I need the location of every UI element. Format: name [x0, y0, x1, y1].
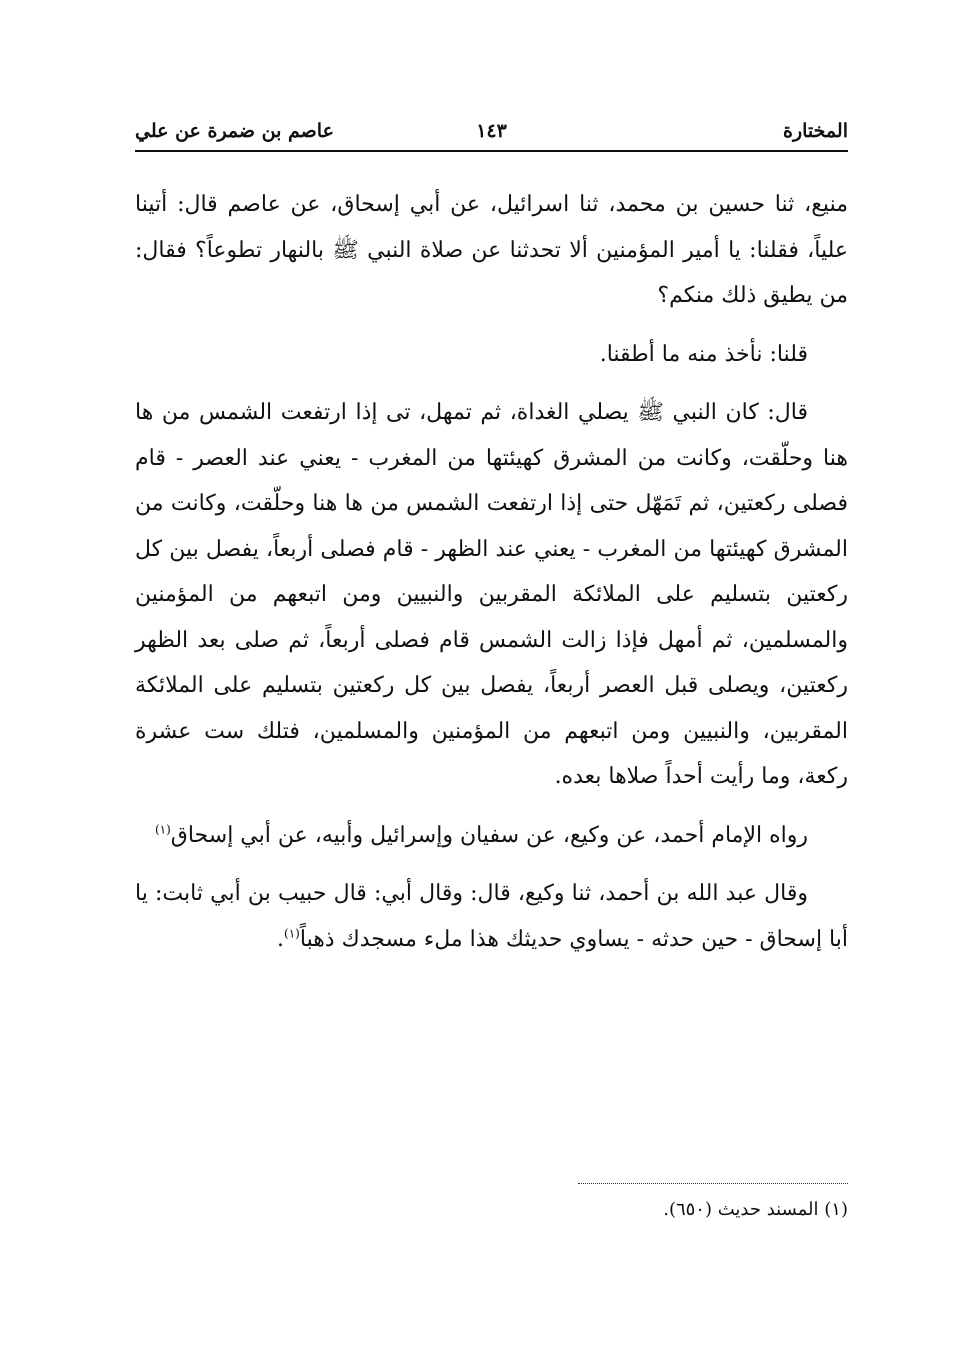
main-text — [135, 182, 848, 962]
paragraph — [135, 813, 848, 859]
paragraph: قلنا: نأخذ منه ما أطقنا. — [599, 341, 808, 367]
paragraph-text: رواه الإمام أحمد، عن وكيع، عن سفيان وإسرائيل وأبيه، عن أبي إسحاق — [170, 822, 808, 848]
footnote-rule — [578, 1183, 848, 1184]
sentence-period: . — [277, 926, 285, 952]
book-title: المختارة — [783, 120, 848, 142]
paragraph-text: وقال عبد الله بن أحمد، ثنا وكيع، قال: وقال أبي: قال حبيب بن أبي ثابت: يا أبا إسحاق - حين حدثه - يساوي حديثك هذا ملء مسجدك ذهباً — [135, 881, 848, 952]
footnote-marker: (١) — [284, 926, 300, 941]
footnote-marker: (١) — [154, 822, 171, 837]
header-rule — [135, 150, 848, 152]
paragraph: منيع، ثنا حسين بن محمد، ثنا اسرائيل، عن أبي إسحاق، عن عاصم قال: أتينا علياً، فقلنا: يا أمير المؤمنين ألا تحدثنا عن صلاة النبي ﷺ بالنهار تطوعاً؟ فقال: من يطيق ذلك منكم؟ — [135, 192, 848, 308]
paragraph: قال: كان النبي ﷺ يصلي الغداة، ثم تمهل، تى إذا ارتفعت الشمس من ها هنا وحلّقت، وكانت من المشرق كهيئتها من المغرب - يعني عند العصر - قام فصلى ركعتين، ثم تَمَهّل حتى إذا ارتفعت الشمس من ها هنا وحلّقت، وكانت من المشرق كهيئتها من المغرب - يعني عند الظهر - قام فصلى أربعاً، يفصل بين كل ركعتين بتسليم على الملائكة المقربين والنبيين ومن اتبعهم من المؤمنين والمسلمين، ثم أمهل فإذا زالت الشمس قام فصلى أربعاً، ثم صلى بعد الظهر ركعتين، ويصلى قبل العصر أربعاً، يفصل بين كل ركعتين بتسليم على الملائكة المقربين، والنبيين ومن اتبعهم من المؤمنين والمسلمين، فتلك ست عشرة ركعة، وما رأيت أحداً صلاها بعده. — [135, 400, 848, 789]
paragraph — [135, 871, 848, 962]
page-number: ١٤٣ — [476, 120, 507, 142]
chapter-title: عاصم بن ضمرة عن علي — [135, 120, 334, 142]
running-header — [135, 112, 848, 152]
footnote: (١) المسند حديث (٦٥٠). — [663, 1199, 848, 1220]
